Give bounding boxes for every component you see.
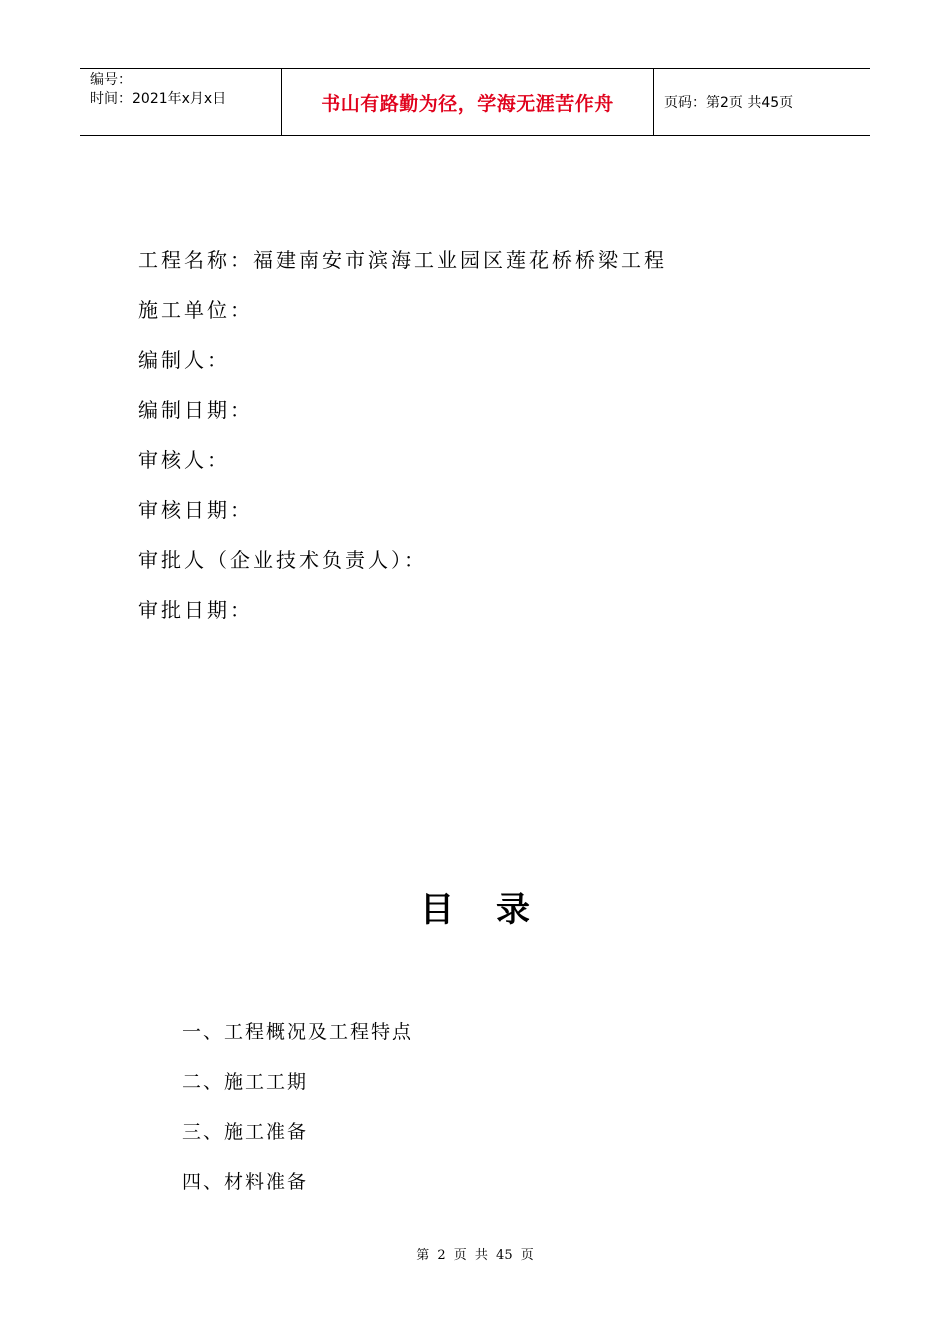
construction-unit-line: 施工单位： [138, 298, 253, 322]
compiler-line: 编制人： [138, 348, 230, 372]
header-page-number: 页码：第2页 共45页 [664, 95, 794, 111]
approval-date-line: 审批日期： [138, 598, 253, 622]
page-header [80, 68, 870, 136]
approver-line: 审批人（企业技术负责人）： [138, 548, 427, 572]
project-name-line: 工程名称：福建南安市滨海工业园区莲花桥桥梁工程 [138, 248, 667, 272]
date-label: 时间：2021年x月x日 [90, 91, 227, 107]
toc-title: 目录 [420, 890, 572, 930]
header-meta-cell [80, 69, 282, 135]
toc-item[interactable]: 二、施工工期 [182, 1071, 309, 1093]
header-motto-cell [282, 69, 654, 135]
header-motto: 书山有路勤为径，学海无涯苦作舟 [321, 92, 614, 115]
toc-item[interactable]: 四、材料准备 [182, 1171, 309, 1193]
header-page-cell [654, 69, 870, 135]
review-date-line: 审核日期： [138, 498, 253, 522]
serial-number-label: 编号： [90, 72, 132, 88]
reviewer-line: 审核人： [138, 448, 230, 472]
project-info-block [138, 238, 667, 638]
toc-item[interactable]: 一、工程概况及工程特点 [182, 1021, 414, 1043]
toc-list [182, 1010, 413, 1210]
toc-item[interactable]: 三、施工准备 [182, 1121, 309, 1143]
page-footer: 第 2 页 共 45 页 [416, 1248, 534, 1263]
compile-date-line: 编制日期： [138, 398, 253, 422]
